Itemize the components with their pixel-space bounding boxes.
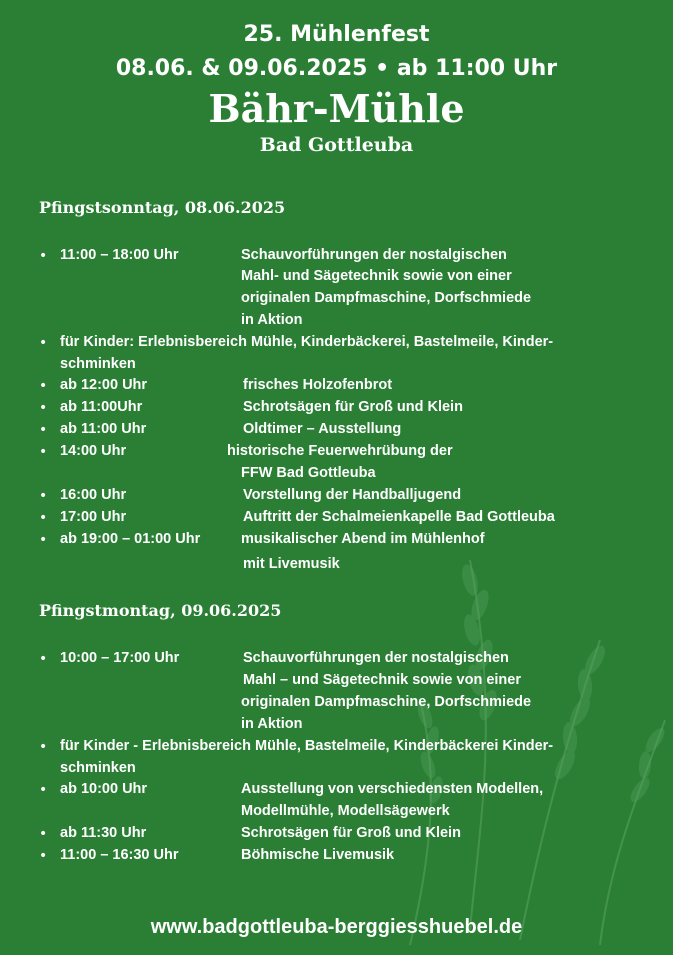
day1-item-time: 17:00 Uhr (60, 509, 127, 525)
day1-item-desc: historische Feuerwehrübung der (227, 443, 453, 459)
day1-item-desc: Schrotsägen für Groß und Klein (243, 399, 463, 415)
day1-item-desc: Vorstellung der Handballjugend (243, 487, 462, 503)
day2-item-desc: Schauvorführungen der nostalgischen (243, 650, 509, 666)
day2-item-time: ab 11:30 Uhr (60, 825, 147, 841)
bullet: • (39, 422, 48, 438)
day1-item-time: ab 19:00 – 01:00 Uhr (60, 531, 201, 547)
day1-item-desc: Mahl- und Sägetechnik sowie von einer (241, 268, 512, 284)
day2-item-desc: Schrotsägen für Groß und Klein (241, 825, 461, 841)
day2-item-time: ab 10:00 Uhr (60, 781, 148, 797)
bullet: • (39, 782, 48, 798)
day1-item-desc: Auftritt der Schalmeienkapelle Bad Gottleuba (243, 509, 555, 525)
venue-name: Bähr-Mühle (208, 86, 465, 131)
day1-item-desc: FFW Bad Gottleuba (241, 465, 376, 481)
day2-item-desc: Böhmische Livemusik (241, 847, 395, 863)
event-edition-title: 25. Mühlenfest (243, 22, 430, 47)
day2-item-desc: originalen Dampfmaschine, Dorfschmiede (241, 694, 532, 710)
day2-kids-line: schminken (60, 760, 136, 776)
day1-item-time: 11:00 – 18:00 Uhr (60, 247, 179, 263)
day1-item-time: ab 11:00Uhr (60, 399, 143, 415)
bullet: • (39, 739, 48, 755)
venue-location: Bad Gottleuba (259, 134, 414, 156)
day2-item-time: 10:00 – 17:00 Uhr (60, 650, 180, 666)
bullet: • (39, 510, 48, 526)
day1-title: Pfingstsonntag, 08.06.2025 (39, 198, 286, 217)
day1-item-time: ab 12:00 Uhr (60, 377, 148, 393)
day2-kids-line: für Kinder - Erlebnisbereich Mühle, Bastelmeile, Kinderbäckerei Kinder- (60, 738, 554, 754)
day1-item-time: 16:00 Uhr (60, 487, 127, 503)
day2-item-desc: in Aktion (241, 716, 303, 732)
day1-item-desc: mit Livemusik (243, 556, 340, 572)
bullet: • (39, 400, 48, 416)
day1-item-desc: frisches Holzofenbrot (243, 377, 393, 393)
bullet: • (39, 444, 48, 460)
event-dates: 08.06. & 09.06.2025 • ab 11:00 Uhr (115, 56, 558, 81)
website-link[interactable]: www.badgottleuba-berggiesshuebel.de (150, 916, 523, 938)
day1-kids-line: schminken (60, 356, 136, 372)
bullet: • (39, 248, 48, 264)
day1-item-desc: originalen Dampfmaschine, Dorfschmiede (241, 290, 532, 306)
day2-item-desc: Modellmühle, Modellsägewerk (241, 803, 450, 819)
day2-item-desc: Ausstellung von verschiedensten Modellen, (241, 781, 544, 797)
day1-item-time: 14:00 Uhr (60, 443, 127, 459)
bullet: • (39, 488, 48, 504)
day1-item-desc: Schauvorführungen der nostalgischen (241, 247, 507, 263)
day2-title: Pfingstmontag, 09.06.2025 (39, 601, 282, 620)
bullet: • (39, 826, 48, 842)
day1-item-time: ab 11:00 Uhr (60, 421, 147, 437)
day1-kids-line: für Kinder: Erlebnisbereich Mühle, Kinderbäckerei, Bastelmeile, Kinder- (60, 334, 554, 350)
bullet: • (39, 378, 48, 394)
day2-item-desc: Mahl – und Sägetechnik sowie von einer (243, 672, 521, 688)
day1-item-desc: Oldtimer – Ausstellung (243, 421, 402, 437)
day1-item-desc: musikalischer Abend im Mühlenhof (241, 531, 485, 547)
day1-item-desc: in Aktion (241, 312, 303, 328)
bullet: • (39, 335, 48, 351)
bullet: • (39, 651, 48, 667)
day2-item-time: 11:00 – 16:30 Uhr (60, 847, 179, 863)
bullet: • (39, 532, 48, 548)
bullet: • (39, 848, 48, 864)
